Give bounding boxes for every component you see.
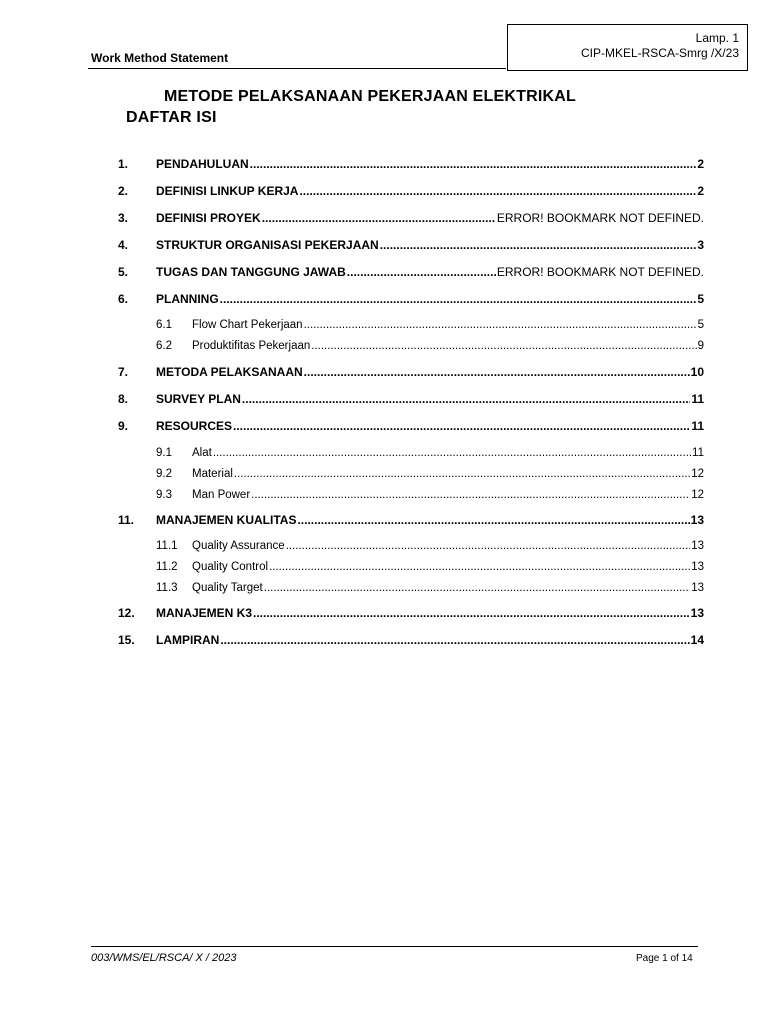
header-divider — [88, 68, 506, 69]
toc-title: Alat — [192, 447, 212, 459]
toc-title: MANAJEMEN K3 — [156, 606, 253, 620]
toc-leader — [253, 606, 690, 620]
toc-page: 12 — [691, 468, 704, 480]
toc-page: 2 — [697, 157, 704, 171]
toc-number: 12. — [118, 606, 135, 620]
toc-subentry[interactable] — [118, 447, 704, 463]
toc-page: 3 — [697, 238, 704, 252]
toc-leader — [242, 392, 690, 406]
toc-leader — [250, 157, 697, 171]
toc-page: 11 — [692, 447, 704, 459]
toc-entry[interactable] — [118, 292, 704, 308]
toc-number: 9. — [118, 419, 129, 433]
toc-title: Quality Assurance — [192, 540, 285, 552]
toc-page: 5 — [697, 319, 704, 331]
toc-number: 11. — [118, 513, 135, 527]
toc-title: LAMPIRAN — [156, 633, 220, 647]
toc-subentry[interactable] — [118, 582, 704, 598]
toc-page: 2 — [697, 184, 704, 198]
toc-subentry[interactable] — [118, 561, 704, 577]
toc-leader — [220, 633, 689, 647]
toc-leader — [234, 468, 690, 480]
toc-leader — [347, 265, 496, 279]
toc-leader — [286, 540, 691, 552]
toc-page: 13 — [690, 513, 704, 527]
toc-entry[interactable] — [118, 238, 704, 254]
toc-page: 14 — [690, 633, 704, 647]
page-number: Page 1 of 14 — [636, 953, 693, 964]
toc-number: 11.2 — [156, 561, 178, 573]
toc-number: 11.1 — [156, 540, 178, 552]
toc-leader — [264, 582, 690, 594]
toc-title: SURVEY PLAN — [156, 392, 241, 406]
toc-number: 1. — [118, 157, 129, 171]
toc-number: 9.1 — [156, 447, 172, 459]
toc-title: Flow Chart Pekerjaan — [192, 319, 303, 331]
document-title: METODE PELAKSANAAN PEKERJAAN ELEKTRIKAL — [164, 88, 576, 105]
toc-leader — [297, 513, 689, 527]
toc-number: 2. — [118, 184, 129, 198]
toc-title: DEFINISI LINKUP KERJA — [156, 184, 299, 198]
toc-title: Quality Control — [192, 561, 269, 573]
toc-title: STRUKTUR ORGANISASI PEKERJAAN — [156, 238, 379, 252]
toc-title: Material — [192, 468, 233, 480]
toc-subentry[interactable] — [118, 489, 704, 505]
toc-subentry[interactable] — [118, 540, 704, 556]
toc-title: TUGAS DAN TANGGUNG JAWAB — [156, 265, 346, 279]
toc-page: 11 — [691, 392, 704, 406]
toc-page: 5 — [697, 292, 704, 306]
toc-title: PLANNING — [156, 292, 219, 306]
toc-subentry[interactable] — [118, 340, 704, 356]
attachment-label: Lamp. 1 — [695, 31, 739, 45]
toc-number: 9.3 — [156, 489, 172, 501]
toc-leader — [269, 561, 690, 573]
toc-entry[interactable] — [118, 392, 704, 408]
toc-number: 6.2 — [156, 340, 172, 352]
toc-title: RESOURCES — [156, 419, 233, 433]
toc-entry[interactable] — [118, 184, 704, 200]
toc-leader — [220, 292, 697, 306]
toc-number: 6. — [118, 292, 129, 306]
toc-entry[interactable] — [118, 157, 704, 173]
toc-number: 5. — [118, 265, 129, 279]
toc-entry[interactable] — [118, 365, 704, 381]
footer-document-code: 003/WMS/EL/RSCA/ X / 2023 — [91, 952, 237, 964]
toc-leader — [311, 340, 696, 352]
toc-leader — [380, 238, 697, 252]
toc-title: PENDAHULUAN — [156, 157, 249, 171]
header-title: Work Method Statement — [91, 51, 229, 65]
toc-leader — [233, 419, 690, 433]
toc-entry[interactable] — [118, 211, 704, 227]
toc-title: Produktifitas Pekerjaan — [192, 340, 311, 352]
toc-title: Man Power — [192, 489, 251, 501]
toc-entry[interactable] — [118, 265, 704, 281]
toc-leader — [251, 489, 690, 501]
toc-entry[interactable] — [118, 419, 704, 435]
toc-number: 8. — [118, 392, 129, 406]
toc-title: DEFINISI PROYEK — [156, 211, 261, 225]
toc-page: 13 — [691, 582, 704, 594]
toc-entry[interactable] — [118, 606, 704, 622]
toc-page-error: ERROR! BOOKMARK NOT DEFINED. — [496, 211, 704, 225]
toc-heading: DAFTAR ISI — [126, 109, 217, 126]
toc-page: 12 — [691, 489, 704, 501]
toc-leader — [213, 447, 691, 459]
toc-entry[interactable] — [118, 513, 704, 529]
toc-page-error: ERROR! BOOKMARK NOT DEFINED. — [496, 265, 704, 279]
toc-number: 9.2 — [156, 468, 172, 480]
toc-title: Quality Target — [192, 582, 263, 594]
toc-entry[interactable] — [118, 633, 704, 649]
toc-number: 3. — [118, 211, 129, 225]
toc-number: 4. — [118, 238, 129, 252]
toc-title: MANAJEMEN KUALITAS — [156, 513, 297, 527]
toc-page: 13 — [691, 561, 704, 573]
toc-number: 11.3 — [156, 582, 178, 594]
toc-page: 11 — [691, 419, 704, 433]
toc-number: 15. — [118, 633, 135, 647]
toc-leader — [304, 319, 697, 331]
toc-number: 6.1 — [156, 319, 172, 331]
toc-page: 13 — [691, 540, 704, 552]
document-code: CIP-MKEL-RSCA-Smrg /X/23 — [580, 46, 739, 60]
toc-subentry[interactable] — [118, 468, 704, 484]
toc-leader — [304, 365, 690, 379]
document-reference-box — [507, 24, 748, 71]
toc-page: 10 — [690, 365, 704, 379]
toc-title: METODA PELAKSANAAN — [156, 365, 303, 379]
footer-divider — [91, 946, 698, 947]
toc-leader — [299, 184, 696, 198]
toc-page: 9 — [697, 340, 704, 352]
toc-page: 13 — [690, 606, 704, 620]
toc-number: 7. — [118, 365, 129, 379]
toc-subentry[interactable] — [118, 319, 704, 335]
toc-leader — [262, 211, 496, 225]
